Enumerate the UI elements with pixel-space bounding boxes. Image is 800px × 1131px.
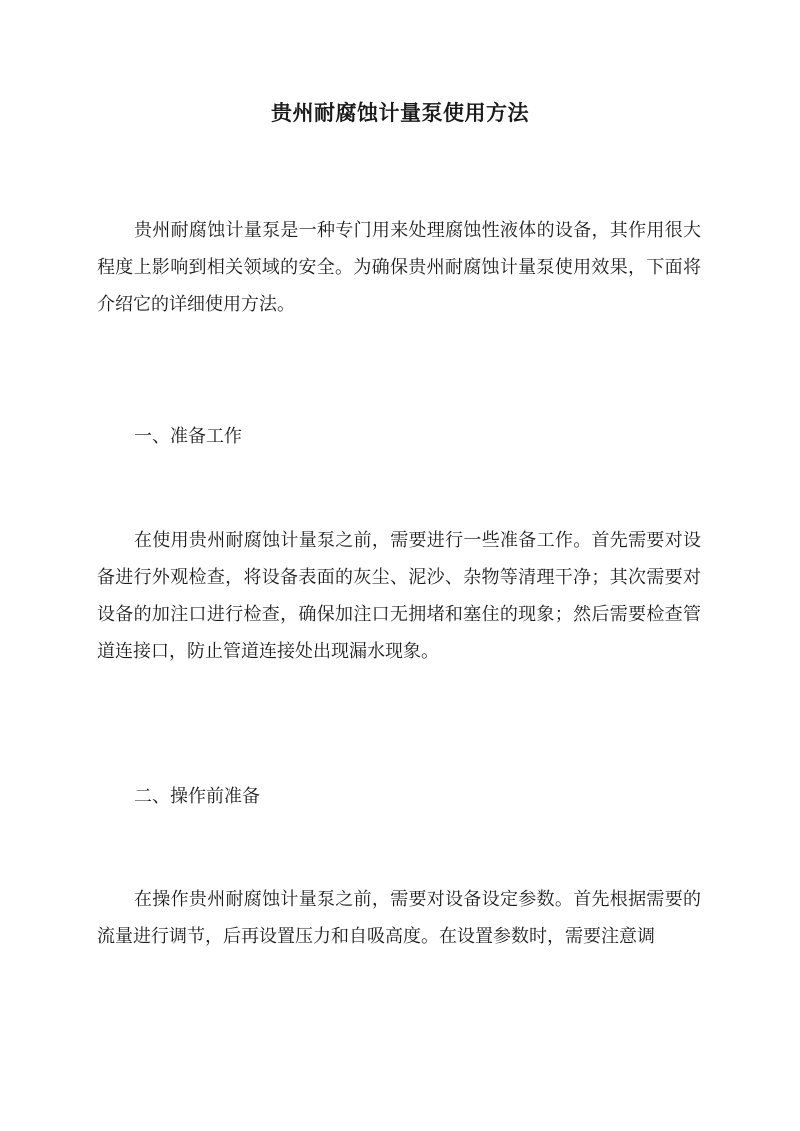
document-title: 贵州耐腐蚀计量泵使用方法 [271, 100, 529, 125]
section-heading-preparation: 一、准备工作 [134, 426, 242, 447]
intro-paragraph: 贵州耐腐蚀计量泵是一种专门用来处理腐蚀性液体的设备，其作用很大程度上影响到相关领域的安全。为确保贵州耐腐蚀计量泵使用效果，下面将介绍它的详细使用方法。 [97, 220, 701, 315]
section-paragraph-preparation: 在使用贵州耐腐蚀计量泵之前，需要进行一些准备工作。首先需要对设备进行外观检查，将设备表面的灰尘、泥沙、杂物等清理干净；其次需要对设备的加注口进行检查，确保加注口无拥堵和塞住的现象；然后需要检查管道连接口，防止管道连接处出现漏水现象。 [97, 530, 701, 662]
section-heading-pre-operation: 二、操作前准备 [134, 786, 260, 807]
section-paragraph-pre-operation: 在操作贵州耐腐蚀计量泵之前，需要对设备设定参数。首先根据需要的流量进行调节，后再设置压力和自吸高度。在设置参数时，需要注意调 [97, 889, 701, 947]
